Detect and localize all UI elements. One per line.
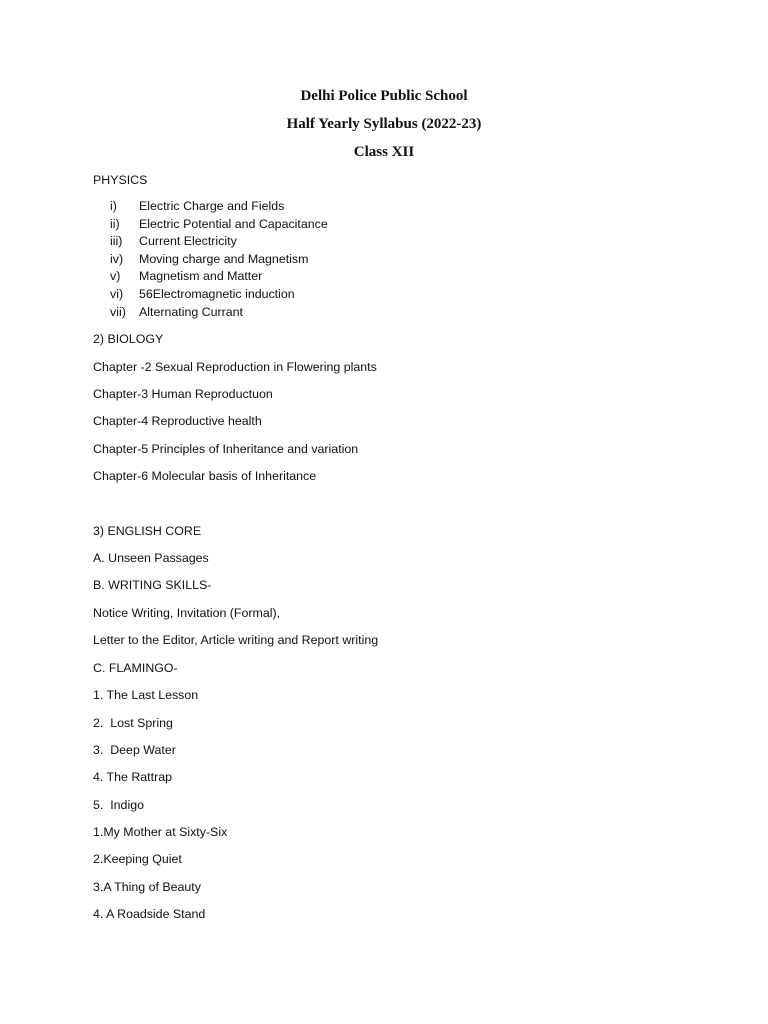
class-title: Class XII [353, 144, 415, 160]
list-item-text: Moving charge and Magnetism [139, 251, 309, 266]
list-item [110, 251, 328, 269]
english-line: C. FLAMINGO- [93, 661, 178, 675]
list-item-number: i) [110, 199, 117, 213]
list-item-text: Magnetism and Matter [139, 269, 263, 284]
english-line: A. Unseen Passages [93, 551, 209, 565]
english-line: 4. The Rattrap [93, 770, 172, 784]
school-name: Delhi Police Public School [300, 88, 468, 104]
physics-heading: PHYSICS [93, 173, 148, 187]
biology-chapter: Chapter-3 Human Reproductuon [93, 387, 273, 401]
english-line: 4. A Roadside Stand [93, 907, 206, 921]
english-line: 1.My Mother at Sixty-Six [93, 825, 228, 839]
biology-chapter: Chapter-5 Principles of Inheritance and variation [93, 442, 359, 456]
list-item-number: ii) [110, 216, 120, 231]
list-item [110, 286, 328, 304]
english-line: 2.Keeping Quiet [93, 852, 182, 866]
biology-chapter: Chapter-6 Molecular basis of Inheritance [93, 469, 317, 483]
syllabus-title: Half Yearly Syllabus (2022-23) [286, 116, 482, 132]
biology-chapter: Chapter-4 Reproductive health [93, 414, 262, 428]
english-heading: 3) ENGLISH CORE [93, 524, 202, 538]
list-item-number: v) [110, 269, 121, 284]
list-item [110, 198, 328, 216]
list-item-text: Current Electricity [139, 234, 237, 249]
list-item-text: 56Electromagnetic induction [139, 286, 295, 301]
english-line: Notice Writing, Invitation (Formal), [93, 606, 281, 620]
english-line: 2. Lost Spring [93, 716, 173, 730]
list-item [110, 233, 328, 251]
english-line: B. WRITING SKILLS- [93, 578, 212, 592]
list-item [110, 268, 328, 286]
english-line: 1. The Last Lesson [93, 688, 199, 702]
biology-chapter: Chapter -2 Sexual Reproduction in Flowering plants [93, 360, 377, 374]
list-item-text: Alternating Currant [139, 304, 243, 319]
physics-topic-list [110, 198, 328, 321]
english-line: 3.A Thing of Beauty [93, 880, 201, 894]
list-item-number: vii) [110, 304, 126, 319]
list-item-number: iv) [110, 251, 124, 266]
list-item-text: Electric Potential and Capacitance [139, 216, 328, 231]
english-line: 3. Deep Water [93, 743, 176, 757]
english-line: Letter to the Editor, Article writing and Report writing [93, 633, 379, 647]
list-item-number: vi) [110, 286, 124, 301]
list-item [110, 304, 328, 322]
english-line: 5. Indigo [93, 798, 144, 812]
list-item-text: Electric Charge and Fields [139, 199, 285, 213]
biology-heading: 2) BIOLOGY [93, 332, 164, 346]
list-item [110, 216, 328, 234]
list-item-number: iii) [110, 234, 123, 249]
